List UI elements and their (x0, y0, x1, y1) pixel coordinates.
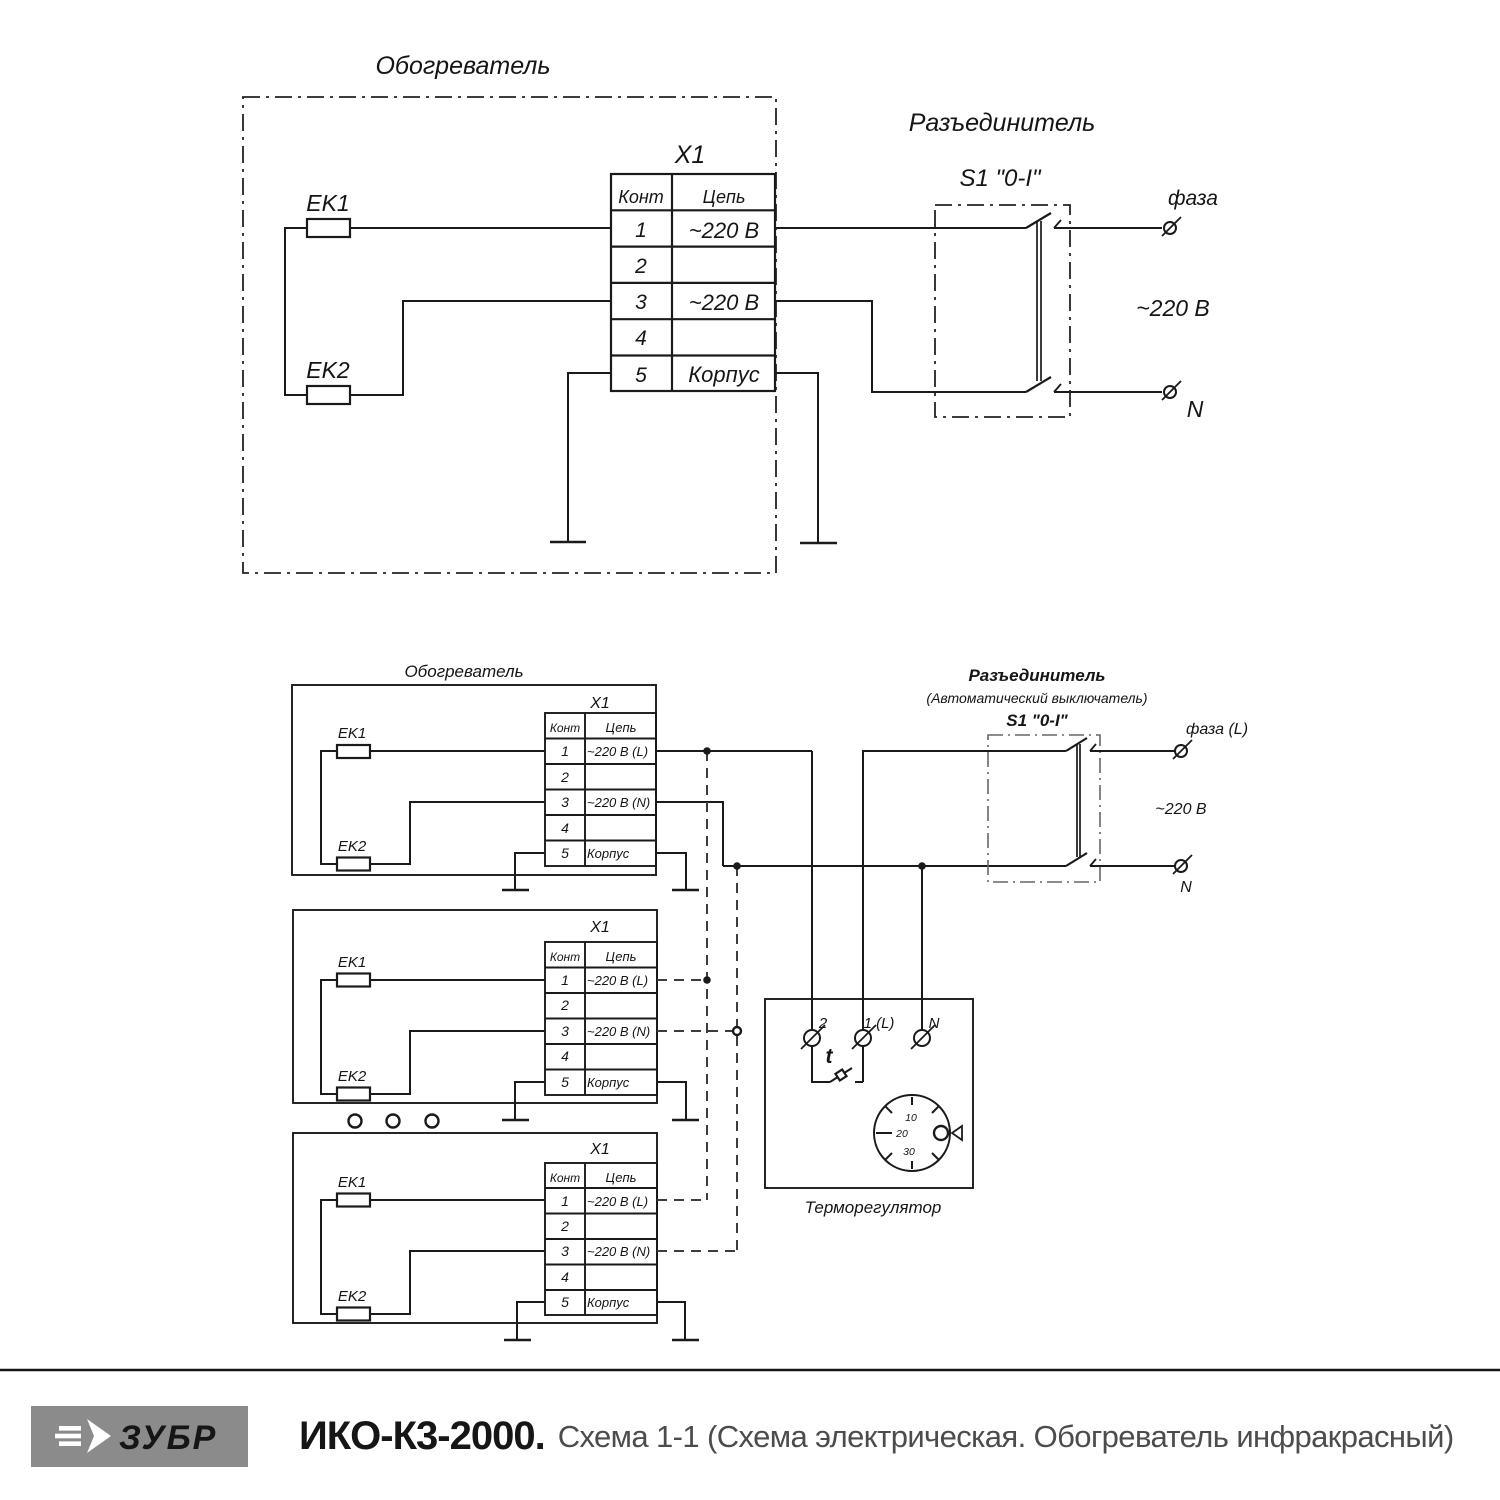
thermostat-terminal-2-label: 2 (818, 1015, 828, 1032)
pin-4: 4 (635, 327, 647, 350)
neutral-label: N (1186, 396, 1204, 422)
heater-2-wiring (321, 980, 699, 1120)
pin-5-circuit: Корпус (688, 362, 760, 387)
ek1-resistor (337, 745, 370, 758)
pin-1-circuit: ~220 В (688, 218, 760, 243)
disconnector-subtitle: (Автоматический выключатель) (926, 690, 1148, 706)
ek1-label: EK1 (337, 1174, 367, 1191)
switch-designator: S1 "0-I" (1006, 711, 1068, 730)
disconnector-boundary-box (988, 735, 1100, 882)
col-header-cep: Цепь (605, 720, 637, 735)
ek2-label: EK2 (337, 1288, 367, 1305)
phase-label: фаза (L) (1185, 721, 1249, 738)
disconnector-title: Разъединитель (968, 666, 1106, 685)
heater-title: Обогреватель (404, 662, 524, 681)
switch-linkage (1037, 221, 1041, 381)
pin-3-circuit: ~220 В (688, 290, 760, 315)
pin-1-circuit: ~220 В (L) (587, 744, 649, 759)
col-header-kont: Конт (549, 721, 581, 735)
top-connector-label: X1 (674, 141, 706, 169)
phase-bus-dashed (657, 751, 707, 1200)
pin-5: 5 (561, 845, 569, 861)
ek2-label: EK2 (337, 838, 367, 855)
top-terminal-table (611, 174, 775, 391)
dial-mark-20: 20 (896, 1128, 908, 1140)
pin-3: 3 (561, 794, 569, 810)
col-header-cep: Цепь (702, 187, 746, 207)
pin-2: 2 (561, 769, 569, 785)
brand-logo (31, 1406, 248, 1467)
junction-dot (703, 747, 711, 755)
junction-dot (733, 862, 741, 870)
pin-3: 3 (635, 291, 647, 314)
pin-3: 3 (561, 1023, 569, 1039)
col-header-kont: Конт (549, 1171, 581, 1185)
disconnector-title: Разъединитель (908, 109, 1096, 137)
pin-1: 1 (635, 219, 647, 242)
pin-3-circuit: ~220 В (N) (587, 1024, 651, 1039)
thermostat-terminal-n-label: N (928, 1015, 940, 1032)
heater-1-wiring (321, 751, 699, 890)
pin-1-circuit: ~220 В (L) (587, 973, 649, 988)
pin-5: 5 (635, 364, 647, 387)
dial-mark-30: 30 (903, 1146, 915, 1158)
thermostat-label: Терморегулятор (804, 1198, 942, 1217)
switch-linkage (1077, 744, 1080, 857)
t-contact-label: t (825, 1045, 833, 1068)
pin-4: 4 (561, 1048, 569, 1064)
pin-5: 5 (561, 1074, 569, 1090)
col-header-cep: Цепь (605, 1170, 637, 1185)
top-disconnector (909, 109, 1096, 417)
col-header-cep: Цепь (605, 949, 637, 964)
pin-2: 2 (561, 1218, 569, 1234)
dial-knob (934, 1126, 948, 1140)
top-heater-unit (243, 52, 1218, 573)
switch-blade (1026, 377, 1051, 392)
col-header-kont: Конт (618, 187, 664, 207)
terminal-table (545, 713, 656, 866)
thermostat-dial (874, 1095, 962, 1171)
pin-2: 2 (635, 255, 647, 278)
ek1-label: EK1 (306, 190, 350, 216)
pin-5-circuit: Корпус (587, 1295, 630, 1310)
disconnector-boundary-box (935, 205, 1070, 417)
bottom-disconnector (926, 666, 1248, 896)
pin-3-circuit: ~220 В (N) (587, 795, 651, 810)
voltage-label: ~220 В (1136, 295, 1210, 321)
schema-caption: Схема 1-1 (Схема электрическая. Обогреватель инфракрасный) (557, 1418, 1454, 1454)
pin-2: 2 (561, 997, 569, 1013)
ek2-resistor (337, 858, 370, 871)
neutral-label: N (1180, 879, 1192, 896)
ek1-resistor (337, 1194, 370, 1207)
ek2-resistor (307, 386, 350, 404)
pin-4: 4 (561, 820, 569, 836)
pin-3-circuit: ~220 В (N) (587, 1244, 651, 1259)
switch-blade (1026, 213, 1051, 228)
pin-4: 4 (561, 1269, 569, 1285)
ek2-resistor (337, 1088, 370, 1101)
terminal-table (545, 942, 657, 1095)
heater-3-wiring (321, 1200, 699, 1340)
col-header-kont: Конт (549, 950, 581, 964)
terminal-table (545, 1163, 657, 1315)
pin-1-circuit: ~220 В (L) (587, 1194, 649, 1209)
voltage-label: ~220 В (1155, 801, 1207, 818)
connector-label: X1 (590, 1141, 610, 1158)
ek1-label: EK1 (337, 725, 367, 742)
pin-3: 3 (561, 1243, 569, 1259)
switch-designator: S1 "0-I" (959, 165, 1041, 192)
bottom-heater-2 (293, 910, 699, 1128)
ek1-resistor (337, 974, 370, 987)
top-heater-title: Обогреватель (375, 52, 551, 80)
phase-label: фаза (1168, 187, 1218, 210)
thermostat-terminal-1-label: 1 (L) (863, 1015, 895, 1032)
junction-dot (703, 976, 711, 984)
thermostat (765, 999, 973, 1217)
zubr-logo-icon (45, 1411, 235, 1461)
neutral-bus-dashed (657, 866, 737, 1251)
ek2-label: EK2 (306, 357, 350, 383)
pin-1: 1 (561, 972, 569, 988)
dial-mark-10: 10 (905, 1112, 917, 1124)
connector-label: X1 (590, 919, 610, 936)
top-supply-terminals (1136, 187, 1218, 422)
junction-dot (918, 862, 926, 870)
connector-label: X1 (590, 695, 610, 712)
ek2-label: EK2 (337, 1068, 367, 1085)
ek1-resistor (307, 219, 350, 237)
pin-5: 5 (561, 1294, 569, 1310)
more-heaters-ellipsis (349, 1115, 439, 1128)
footer-bar (31, 1404, 1454, 1468)
junction-ring (733, 1027, 741, 1035)
brand-name: ЗУБР (118, 1419, 217, 1457)
dial-pointer-triangle (952, 1126, 962, 1140)
pin-5-circuit: Корпус (587, 846, 630, 861)
thermal-contact (812, 1045, 863, 1082)
bottom-heater-1 (292, 662, 699, 890)
model-code: ИКО-К3-2000. (299, 1414, 545, 1458)
pin-5-circuit: Корпус (587, 1075, 630, 1090)
bottom-heater-3 (293, 1133, 699, 1340)
ek2-resistor (337, 1308, 370, 1321)
pin-1: 1 (561, 1193, 569, 1209)
ek1-label: EK1 (337, 954, 367, 971)
pin-1: 1 (561, 743, 569, 759)
